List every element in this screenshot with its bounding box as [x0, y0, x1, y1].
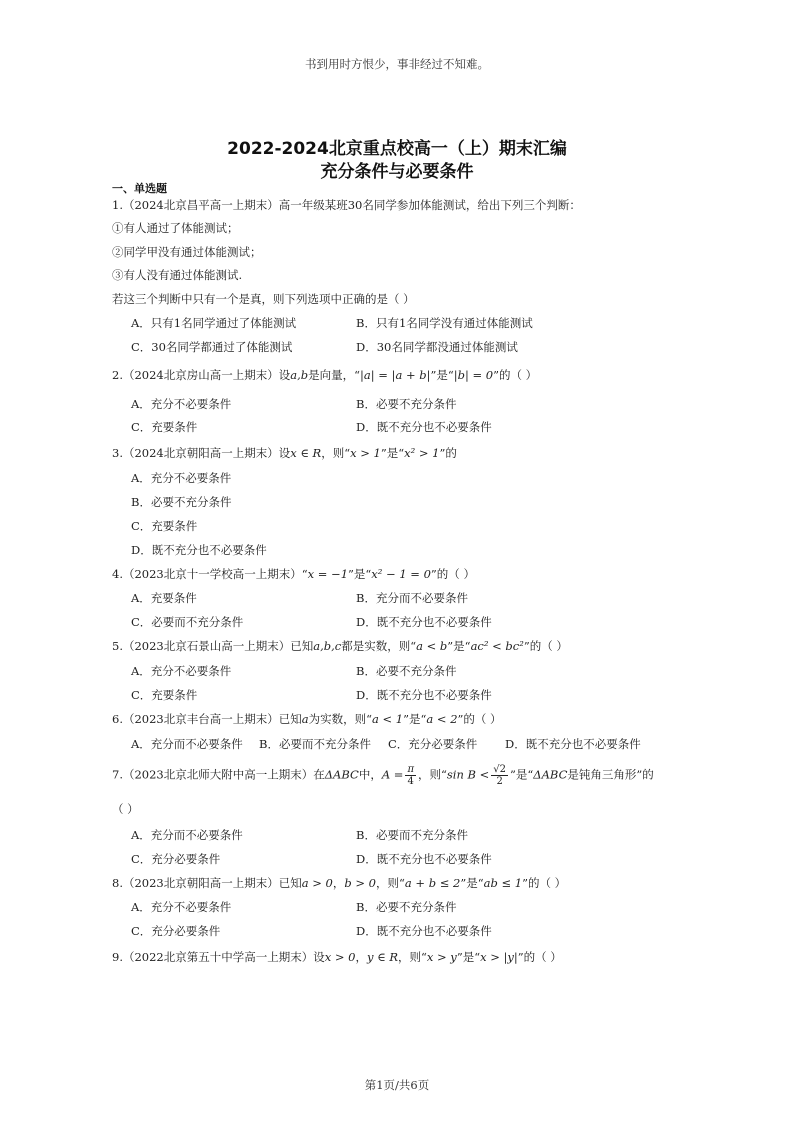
question-2-option-c: C．充要条件 — [131, 420, 198, 434]
question-4-option-b: B．充分而不必要条件 — [356, 591, 468, 605]
question-6-expr-0: a — [301, 712, 309, 726]
question-1-option-d: D．30名同学都没通过体能测试 — [356, 340, 518, 354]
question-1-option-a: A．只有1名同学通过了体能测试 — [131, 316, 297, 330]
question-9-text-post: ”的（ ） — [517, 950, 562, 964]
question-1-option-b: B．只有1名同学没有通过体能测试 — [356, 316, 533, 330]
question-3-text-pre: 3.（2024北京朝阳高一上期末）设 — [112, 446, 291, 460]
question-2-option-d: D．既不充分也不必要条件 — [356, 420, 492, 434]
question-9-stem — [112, 949, 562, 965]
question-6-option-d: D．既不充分也不必要条件 — [505, 737, 641, 751]
question-7-option-b: B．必要而不充分条件 — [356, 828, 468, 842]
question-3-option-b: B．必要不充分条件 — [131, 495, 232, 509]
question-9-expr-3: x > |y| — [480, 950, 518, 964]
question-6-text-post: ”的（ ） — [457, 712, 502, 726]
question-1-statement-3: ③有人没有通过体能测试. — [112, 268, 243, 282]
question-4-text-post: ”的（ ） — [430, 567, 475, 581]
page-header: 书到用时方恨少，事非经过不知难。 — [305, 57, 489, 71]
question-3-expr-2: x² > 1 — [404, 446, 440, 460]
question-8-expr-1: b > 0 — [344, 876, 376, 890]
question-2-stem — [112, 367, 537, 383]
question-9-text-pre: 9.（2022北京第五十中学高一上期末）设 — [112, 950, 325, 964]
question-7-expr-2: sin B < — [446, 767, 490, 782]
question-9-text-mid: ，则“ — [397, 950, 427, 964]
question-6-option-a: A．充分而不必要条件 — [131, 737, 243, 751]
question-3-text-mid: ，则“ — [321, 446, 351, 460]
question-4-stem — [112, 566, 475, 582]
question-5-expr-0: a,b,c — [313, 639, 342, 653]
question-7-stem — [112, 764, 654, 787]
document-title: 2022-2024北京重点校高一（上）期末汇编 — [227, 139, 567, 159]
question-6-option-c: C．充分必要条件 — [388, 737, 478, 751]
question-5-text-mid: 都是实数，则“ — [341, 639, 417, 653]
question-4-option-a: A．充要条件 — [131, 591, 197, 605]
question-3-stem — [112, 445, 457, 461]
question-3-text-mid2: ”是“ — [380, 446, 405, 460]
question-7-expr-3: ΔABC — [533, 767, 568, 782]
question-4-expr-2: x² − 1 = 0 — [371, 567, 431, 581]
question-3-expr-1: x > 1 — [350, 446, 381, 460]
question-7-fraction-1 — [405, 764, 416, 787]
question-8-text-post: ”的（ ） — [522, 876, 567, 890]
question-5-option-a: A．充分不必要条件 — [131, 664, 232, 678]
question-2-text-post: ”的（ ） — [493, 368, 538, 382]
question-8-sep: ， — [332, 876, 345, 890]
question-6-text-mid2: ”是“ — [403, 712, 427, 726]
page-footer: 第1页/共6页 — [364, 1078, 430, 1092]
question-1-prompt: 若这三个判断中只有一个是真，则下列选项中正确的是（ ） — [112, 292, 415, 306]
question-1-option-c: C．30名同学都通过了体能测试 — [131, 340, 293, 354]
question-7-text-post: 是钝角三角形”的 — [567, 767, 654, 782]
question-4-expr-1: x = −1 — [307, 567, 349, 581]
question-3-option-a: A．充分不必要条件 — [131, 471, 232, 485]
question-7-expr-1: A = — [381, 767, 404, 782]
question-5-stem — [112, 638, 568, 654]
question-6-expr-1: a < 1 — [372, 712, 404, 726]
question-7-expr-0: ΔABC — [324, 767, 359, 782]
question-7-text-mid3: ”是“ — [510, 767, 534, 782]
question-3-option-d: D．既不充分也不必要条件 — [131, 543, 267, 557]
question-8-expr-2: a + b ≤ 2 — [404, 876, 461, 890]
section-heading: 一、单选题 — [112, 182, 167, 195]
fraction-1-denominator: 4 — [407, 776, 414, 787]
question-2-text-mid2: ”是“ — [430, 368, 454, 382]
question-3-expr-0: x ∈ R — [290, 446, 322, 460]
question-7-option-a: A．充分而不必要条件 — [131, 828, 243, 842]
question-4-option-c: C．必要而不充分条件 — [131, 615, 244, 629]
question-9-expr-2: x > y — [426, 950, 457, 964]
question-6-stem — [112, 711, 502, 727]
question-7-answer-paren: （ ） — [112, 802, 139, 816]
question-8-expr-0: a > 0 — [301, 876, 333, 890]
question-5-expr-1: a < b — [416, 639, 448, 653]
question-7-option-c: C．充分必要条件 — [131, 852, 221, 866]
question-7-text-mid: 中， — [358, 767, 382, 782]
fraction-2-denominator: 2 — [496, 776, 503, 787]
question-1-statement-2: ②同学甲没有通过体能测试； — [112, 245, 262, 259]
question-9-expr-1: y ∈ R — [367, 950, 398, 964]
question-5-text-post: ”的（ ） — [523, 639, 568, 653]
question-3-text-post: ”的 — [439, 446, 457, 460]
question-7-text-mid2: ，则“ — [418, 767, 447, 782]
question-6-option-b: B．必要而不充分条件 — [259, 737, 371, 751]
question-2-option-a: A．充分不必要条件 — [131, 397, 232, 411]
question-8-option-c: C．充分必要条件 — [131, 924, 221, 938]
question-3-option-c: C．充要条件 — [131, 519, 198, 533]
question-9-sep: ， — [355, 950, 367, 964]
question-6-text-pre: 6.（2023北京丰台高一上期末）已知 — [112, 712, 302, 726]
question-9-text-mid2: ”是“ — [456, 950, 481, 964]
question-2-option-b: B．必要不充分条件 — [356, 397, 457, 411]
question-4-text-mid: ”是“ — [348, 567, 372, 581]
question-6-text-mid: 为实数，则“ — [308, 712, 372, 726]
question-2-vars: a,b — [290, 368, 309, 382]
question-5-option-c: C．充要条件 — [131, 688, 198, 702]
question-1-stem: 1.（2024北京昌平高一上期末）高一年级某班30名同学参加体能测试，给出下列三个判断： — [112, 198, 581, 212]
question-5-option-b: B．必要不充分条件 — [356, 664, 457, 678]
question-8-option-d: D．既不充分也不必要条件 — [356, 924, 492, 938]
question-7-text-pre: 7.（2023北京北师大附中高一上期末）在 — [112, 767, 325, 782]
question-8-stem — [112, 875, 566, 891]
question-7-option-d: D．既不充分也不必要条件 — [356, 852, 492, 866]
question-7-fraction-2 — [491, 764, 508, 787]
question-4-option-d: D．既不充分也不必要条件 — [356, 615, 492, 629]
question-8-option-b: B．必要不充分条件 — [356, 900, 457, 914]
question-5-expr-2: ac² < bc² — [470, 639, 524, 653]
question-2-expr-1: |a| = |a + b| — [360, 368, 431, 382]
document-subtitle: 充分条件与必要条件 — [320, 162, 474, 182]
question-4-text-pre: 4.（2023北京十一学校高一上期末）“ — [112, 567, 308, 581]
question-8-text-mid: ，则“ — [376, 876, 405, 890]
question-5-text-pre: 5.（2023北京石景山高一上期末）已知 — [112, 639, 314, 653]
question-6-expr-2: a < 2 — [426, 712, 458, 726]
question-1-statement-1: ①有人通过了体能测试； — [112, 221, 239, 235]
fraction-1-numerator: π — [407, 764, 415, 775]
question-8-text-pre: 8.（2023北京朝阳高一上期末）已知 — [112, 876, 302, 890]
question-5-option-d: D．既不充分也不必要条件 — [356, 688, 492, 702]
question-2-expr-2: |b| = 0 — [453, 368, 494, 382]
question-2-text-pre: 2.（2024北京房山高一上期末）设 — [112, 368, 291, 382]
question-9-expr-0: x > 0 — [324, 950, 356, 964]
question-5-text-mid2: ”是“ — [447, 639, 471, 653]
question-2-text-mid: 是向量，“ — [308, 368, 361, 382]
question-8-option-a: A．充分不必要条件 — [131, 900, 232, 914]
question-8-expr-3: ab ≤ 1 — [483, 876, 523, 890]
fraction-2-numerator: √2 — [493, 764, 507, 775]
question-8-text-mid2: ”是“ — [460, 876, 484, 890]
